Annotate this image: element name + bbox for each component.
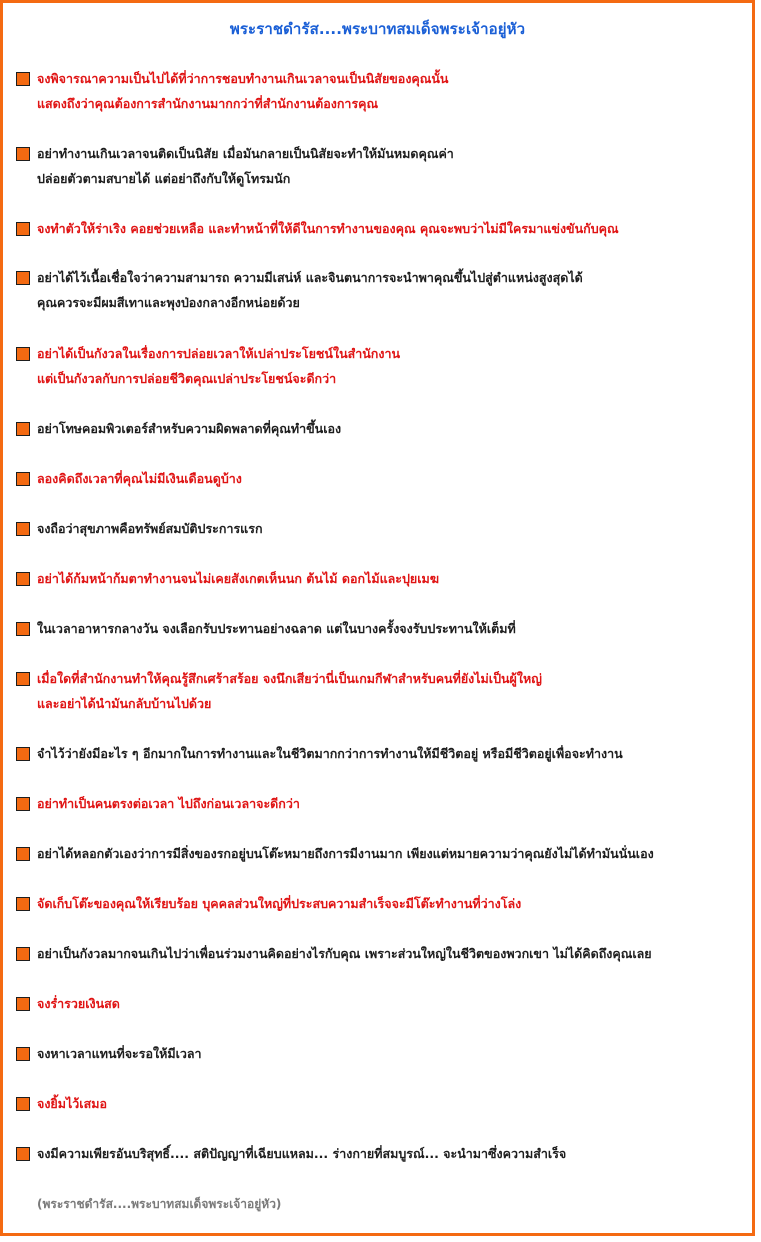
bullet-square-icon: [16, 222, 30, 236]
bullet-square-icon: [16, 1097, 30, 1111]
list-item: [16, 146, 746, 196]
list-item-text: แต่เป็นกังวลกับการปล่อยชีวิตคุณเปล่าประโยชน์จะดีกว่า: [37, 371, 337, 386]
bullet-square-icon: [16, 847, 30, 861]
list-item-text: จำไว้ว่ายังมีอะไร ๆ อีกมากในการทำงานและในชีวิตมากกว่าการทำงานให้มีชีวิตอยู่ หรือมีชีวิตอยู่เพื่อจะทำงาน: [37, 746, 623, 761]
list-item: [16, 796, 746, 821]
list-item-text: อย่าได้เป็นกังวลในเรื่องการปล่อยเวลาให้เปล่าประโยชน์ในสำนักงาน: [37, 346, 401, 361]
list-item-text: จงยิ้มไว้เสมอ: [37, 1096, 107, 1111]
bullet-square-icon: [16, 747, 30, 761]
bullet-square-icon: [16, 672, 30, 686]
page-title: พระราชดำรัส....พระบาทสมเด็จพระเจ้าอยู่หัว: [229, 20, 526, 38]
list-item-text: คุณควรจะมีผมสีเทาและพุงป่องกลางอีกหน่อยด้วย: [37, 295, 300, 310]
list-item-text: จงถือว่าสุขภาพคือทรัพย์สมบัติประการแรก: [37, 521, 263, 536]
bullet-square-icon: [16, 897, 30, 911]
list-item: [16, 521, 746, 546]
list-item: [16, 946, 746, 971]
bullet-square-icon: [16, 797, 30, 811]
bullet-square-icon: [16, 947, 30, 961]
list-item: [16, 1146, 746, 1171]
list-item-text: อย่าได้หลอกตัวเองว่าการมีสิ่งของรกอยู่บนโต๊ะหมายถึงการมีงานมาก เพียงแต่หมายความว่าคุณยังไม่ได้ทำมันนั่นเอง: [37, 846, 654, 861]
bullet-square-icon: [16, 522, 30, 536]
list-item: [16, 571, 746, 596]
list-item: [16, 996, 746, 1021]
list-item: [16, 621, 746, 646]
list-item: [16, 71, 746, 121]
list-item: [16, 846, 746, 871]
bullet-square-icon: [16, 147, 30, 161]
list-item-text: อย่าโทษคอมพิวเตอร์สำหรับความผิดพลาดที่คุณทำขึ้นเอง: [37, 421, 342, 436]
list-item: [16, 746, 746, 771]
list-item: [16, 421, 746, 446]
list-item-text: อย่าทำเป็นคนตรงต่อเวลา ไปถึงก่อนเวลาจะดีกว่า: [37, 796, 300, 811]
bullet-square-icon: [16, 472, 30, 486]
bullet-square-icon: [16, 347, 30, 361]
bullet-square-icon: [16, 422, 30, 436]
list-item-text: จงพิจารณาความเป็นไปได้ที่ว่าการชอบทำงานเกินเวลาจนเป็นนิสัยของคุณนั้น: [37, 71, 449, 86]
list-item-text: จงร่ำรวยเงินสด: [37, 996, 120, 1011]
list-item: [16, 270, 746, 320]
bullet-square-icon: [16, 271, 30, 285]
list-item-text: ในเวลาอาหารกลางวัน จงเลือกรับประทานอย่างฉลาด แต่ในบางครั้งจงรับประทานให้เต็มที่: [37, 621, 516, 636]
list-item-text: อย่าทำงานเกินเวลาจนติดเป็นนิสัย เมื่อมันกลายเป็นนิสัยจะทำให้มันหมดคุณค่า: [37, 146, 454, 161]
footer-attribution: (พระราชดำรัส....พระบาทสมเด็จพระเจ้าอยู่หัว): [37, 1197, 282, 1211]
list-item-text: อย่าเป็นกังวลมากจนเกินไปว่าเพื่อนร่วมงานคิดอย่างไรกับคุณ เพราะส่วนใหญ่ในชีวิตของพวกเขา ไม่ได้คิดถึงคุณเลย: [37, 946, 652, 961]
list-item-text: อย่าได้ก้มหน้าก้มตาทำงานจนไม่เคยสังเกตเห็นนก ต้นไม้ ดอกไม้และปุยเมฆ: [37, 571, 440, 586]
list-item-text: จัดเก็บโต๊ะของคุณให้เรียบร้อย บุคคลส่วนใหญ่ที่ประสบความสำเร็จจะมีโต๊ะทำงานที่ว่างโล่ง: [37, 896, 522, 911]
list-item-text: เมื่อใดที่สำนักงานทำให้คุณรู้สึกเศร้าสร้อย จงนึกเสียว่านี่เป็นเกมกีฬาสำหรับคนที่ยังไม่เป็นผู้ใหญ่: [37, 671, 542, 686]
list-item-text: ปล่อยตัวตามสบายได้ แต่อย่าถึงกับให้ดูโทรมนัก: [37, 171, 291, 186]
bullet-square-icon: [16, 1147, 30, 1161]
list-item-text: อย่าได้ไว้เนื้อเชื่อใจว่าความสามารถ ความมีเสน่ห์ และจินตนาการจะนำพาคุณขึ้นไปสู่ตำแหน่งสูงสุดได้: [37, 270, 583, 285]
list-item-text: ลองคิดถึงเวลาที่คุณไม่มีเงินเดือนดูบ้าง: [37, 471, 242, 486]
list-item-text: จงทำตัวให้ร่าเริง คอยช่วยเหลือ และทำหน้าที่ให้ดีในการทำงานของคุณ คุณจะพบว่าไม่มีใครมาแข่งขันกับคุณ: [37, 221, 619, 236]
list-item: [16, 896, 746, 921]
bullet-square-icon: [16, 1047, 30, 1061]
list-item-text: และอย่าได้นำมันกลับบ้านไปด้วย: [37, 696, 212, 711]
list-item: [16, 1046, 746, 1071]
list-item: [16, 1096, 746, 1121]
bullet-square-icon: [16, 622, 30, 636]
bullet-square-icon: [16, 72, 30, 86]
list-item-text: จงหาเวลาแทนที่จะรอให้มีเวลา: [37, 1046, 202, 1061]
list-item: [16, 471, 746, 496]
list-item: [16, 671, 746, 721]
bullet-square-icon: [16, 572, 30, 586]
list-item: [16, 346, 746, 396]
list-item-text: แสดงถึงว่าคุณต้องการสำนักงานมากกว่าที่สำนักงานต้องการคุณ: [37, 96, 379, 111]
bullet-square-icon: [16, 997, 30, 1011]
list-item-text: จงมีความเพียรอันบริสุทธิ์.... สติปัญญาที่เฉียบแหลม... ร่างกายที่สมบูรณ์... จะนำมาซึ่งความสำเร็จ: [37, 1146, 567, 1161]
list-item: [16, 221, 746, 246]
